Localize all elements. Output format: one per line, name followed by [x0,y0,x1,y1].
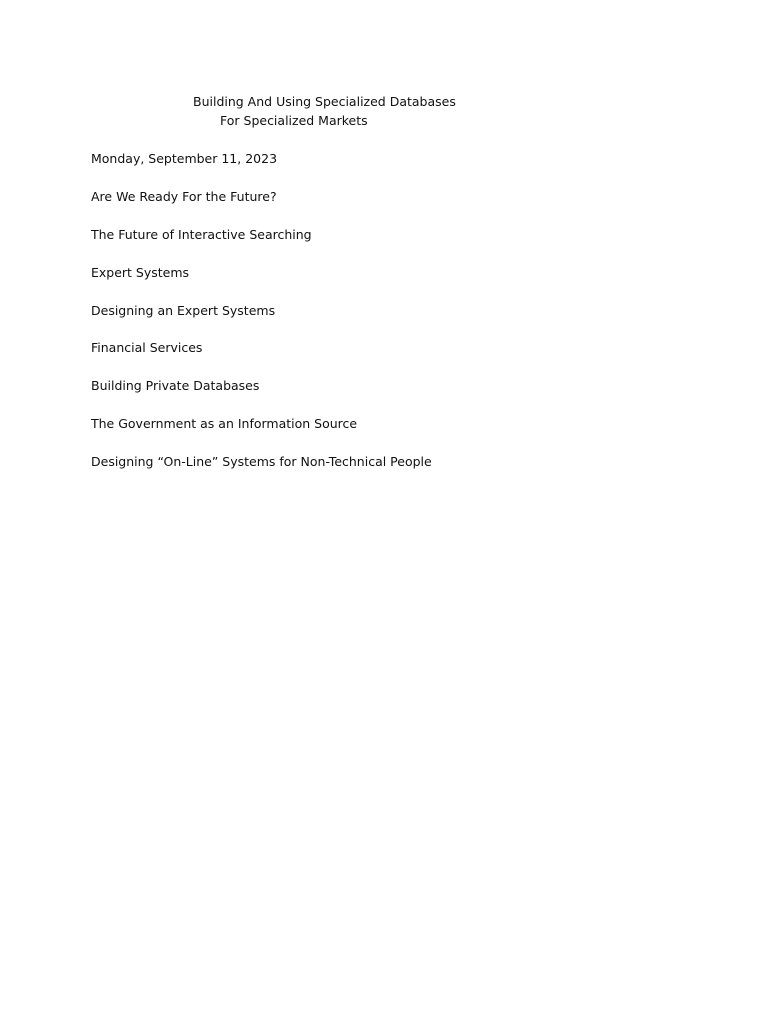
topic-item: The Future of Interactive Searching [91,227,312,242]
topic-item: The Government as an Information Source [91,416,358,431]
document-date: Monday, September 11, 2023 [91,151,278,166]
topic-item: Designing an Expert Systems [91,303,276,318]
topic-item: Designing “On-Line” Systems for Non-Technical People [91,454,432,469]
document-title-line-2: For Specialized Markets [220,113,368,128]
topic-item: Financial Services [91,340,203,355]
topic-item: Are We Ready For the Future? [91,189,277,204]
topic-item: Building Private Databases [91,378,260,393]
topic-item: Expert Systems [91,265,190,280]
document-title-line-1: Building And Using Specialized Databases [193,94,456,109]
